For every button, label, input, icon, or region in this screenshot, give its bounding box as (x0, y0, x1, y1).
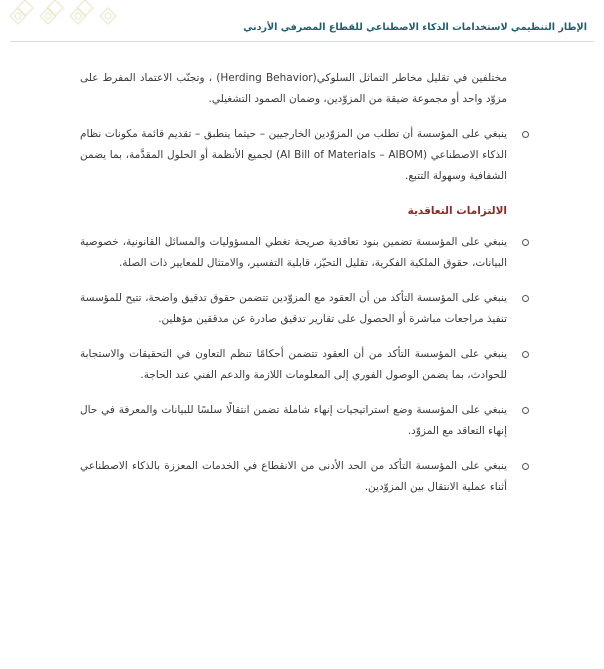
list-item-text: ينبغي على المؤسسة أن تطلب من المزوّدين الخارجيين – حيثما ينطبق – تقديم قائمة مكونات نظام الذكاء الاصطناعي (AI Bill of Materials – AIBOM) لجميع الأنظمة أو الحلول المقدَّمة، بما يضمن الشفافية وسهولة التتبع. (80, 128, 507, 182)
list-item-text: ينبغي على المؤسسة التأكد من الحد الأدنى من الانقطاع في الخدمات المعززة بالذكاء الاصطناعي أثناء عملية الانتقال بين المزوّدين. (80, 460, 507, 493)
bullet-circle-icon (522, 131, 529, 138)
bullet-circle-icon (522, 407, 529, 414)
list-item (80, 232, 507, 274)
intro-paragraph: مختلفين في تقليل مخاطر التماثل السلوكي(Herding Behavior) ، وتجنّب الاعتماد المفرط على مزوّد واحد أو مجموعة ضيقة من المزوّدين، وضمان الصمود التشغيلي. (80, 72, 507, 105)
list-item (80, 456, 507, 498)
bullet-circle-icon (522, 239, 529, 246)
decorative-corner-pattern (0, 0, 150, 32)
list-item-text: ينبغي على المؤسسة التأكد من أن العقود مع المزوّدين تتضمن حقوق تدقيق واضحة، تتيح للمؤسسة تنفيذ مراجعات مباشرة أو الحصول على تقارير تدقيق صادرة عن مدققين مؤهلين. (80, 292, 507, 325)
document-body (80, 68, 507, 512)
bullet-circle-icon (522, 351, 529, 358)
section-heading: الالتزامات التعاقدية (407, 205, 507, 217)
list-item (80, 288, 507, 330)
list-item (80, 124, 507, 187)
header-title: الإطار التنظيمي لاستخدامات الذكاء الاصطناعي للقطاع المصرفي الأردني (243, 22, 587, 33)
list-item (80, 400, 507, 442)
bullet-circle-icon (522, 463, 529, 470)
list-item-text: ينبغي على المؤسسة تضمين بنود تعاقدية صريحة تغطي المسؤوليات والمسائل القانونية، خصوصية البيانات، حقوق الملكية الفكرية، تقليل التحيّز، قابلية التفسير، والامتثال للمعايير ذات الصلة. (80, 236, 507, 269)
list-item-text: ينبغي على المؤسسة التأكد من أن العقود تتضمن أحكامًا تنظم التعاون في التحقيقات والاستجابة للحوادث، بما يضمن الوصول الفوري إلى المعلومات اللازمة والدعم الفني عند الحاجة. (80, 348, 507, 381)
list-item (80, 344, 507, 386)
list-item-text: ينبغي على المؤسسة وضع استراتيجيات إنهاء شاملة تضمن انتقالًا سلسًا للبيانات والمعرفة في حال إنهاء التعاقد مع المزوّد. (80, 404, 507, 437)
header-divider (10, 41, 594, 42)
bullet-circle-icon (522, 295, 529, 302)
